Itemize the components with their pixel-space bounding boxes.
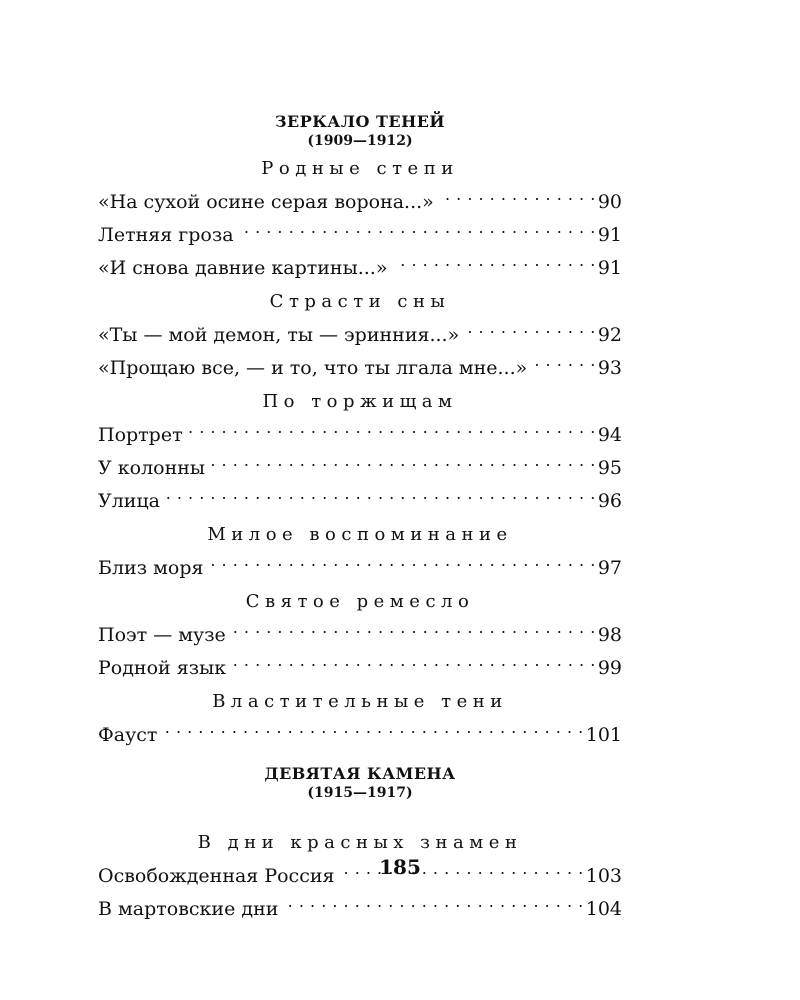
entry-page: 104 <box>585 898 622 920</box>
entry-page: 95 <box>597 457 622 479</box>
dot-leader <box>232 648 596 674</box>
toc-entry[interactable] <box>98 315 622 348</box>
entry-title: Близ моря <box>98 557 204 579</box>
table-of-contents <box>98 112 622 922</box>
entry-title: «Ты — мой демон, ты — эринния...» <box>98 324 460 346</box>
section-title: Милое воспоминание <box>207 524 513 545</box>
part-deviataya-kamena <box>98 764 622 922</box>
toc-entry[interactable] <box>98 215 622 248</box>
entry-title: Портрет <box>98 424 183 446</box>
section-title: Властительные тени <box>212 691 508 712</box>
entry-page: 101 <box>585 724 622 746</box>
entry-page: 99 <box>597 657 622 679</box>
dot-leader <box>393 248 595 274</box>
dot-leader <box>232 615 596 641</box>
dot-leader <box>440 182 596 208</box>
entry-title: Освобожденная Россия <box>98 865 335 887</box>
dot-leader <box>209 548 595 574</box>
entry-title: У колонны <box>98 457 206 479</box>
entry-page: 92 <box>597 324 622 346</box>
entry-page: 97 <box>597 557 622 579</box>
toc-entry[interactable] <box>98 415 622 448</box>
part-title: ЗЕРКАЛО ТЕНЕЙ <box>274 112 446 131</box>
toc-entry[interactable] <box>98 481 622 514</box>
toc-entry[interactable] <box>98 182 622 215</box>
dot-leader <box>166 481 596 507</box>
section-title: По торжищам <box>262 391 458 412</box>
section-title: В дни красных знамен <box>197 832 523 853</box>
entry-page: 94 <box>597 424 622 446</box>
entry-page: 91 <box>597 224 622 246</box>
part-title: ДЕВЯТАЯ КАМЕНА <box>264 764 456 783</box>
toc-entry[interactable] <box>98 889 622 922</box>
dot-leader <box>284 889 583 915</box>
entry-page: 93 <box>597 357 622 379</box>
entry-page: 90 <box>597 191 622 213</box>
entry-title: Поэт — музе <box>98 624 226 646</box>
dot-leader <box>240 215 596 241</box>
toc-entry[interactable] <box>98 248 622 281</box>
page-number: 185 <box>379 855 421 879</box>
part-zerkalo-tenei <box>98 112 622 748</box>
part-years: (1915—1917) <box>307 785 413 801</box>
dot-leader <box>465 315 596 341</box>
entry-title: Родной язык <box>98 657 227 679</box>
entry-title: Летняя гроза <box>98 224 234 246</box>
toc-entry[interactable] <box>98 715 622 748</box>
entry-title: «На сухой осине серая ворона...» <box>98 191 434 213</box>
toc-entry[interactable] <box>98 348 622 381</box>
part-years: (1909—1912) <box>307 133 413 149</box>
dot-leader <box>533 348 596 374</box>
dot-leader <box>189 415 596 441</box>
entry-title: Фауст <box>98 724 158 746</box>
toc-entry[interactable] <box>98 648 622 681</box>
toc-entry[interactable] <box>98 548 622 581</box>
entry-page: 96 <box>597 490 622 512</box>
section-title: Святое ремесло <box>245 591 475 612</box>
entry-title: «Прощаю все, — и то, что ты лгала мне...» <box>98 357 528 379</box>
toc-entry[interactable] <box>98 615 622 648</box>
entry-title: В мартовские дни <box>98 898 279 920</box>
entry-page: 98 <box>597 624 622 646</box>
entry-page: 103 <box>585 865 622 887</box>
toc-entry[interactable] <box>98 448 622 481</box>
entry-page: 91 <box>597 257 622 279</box>
section-title: Родные степи <box>261 158 459 179</box>
dot-leader <box>211 448 596 474</box>
dot-leader <box>163 715 583 741</box>
entry-title: «И снова давние картины...» <box>98 257 388 279</box>
entry-title: Улица <box>98 490 161 512</box>
section-title: Страсти сны <box>269 291 451 312</box>
